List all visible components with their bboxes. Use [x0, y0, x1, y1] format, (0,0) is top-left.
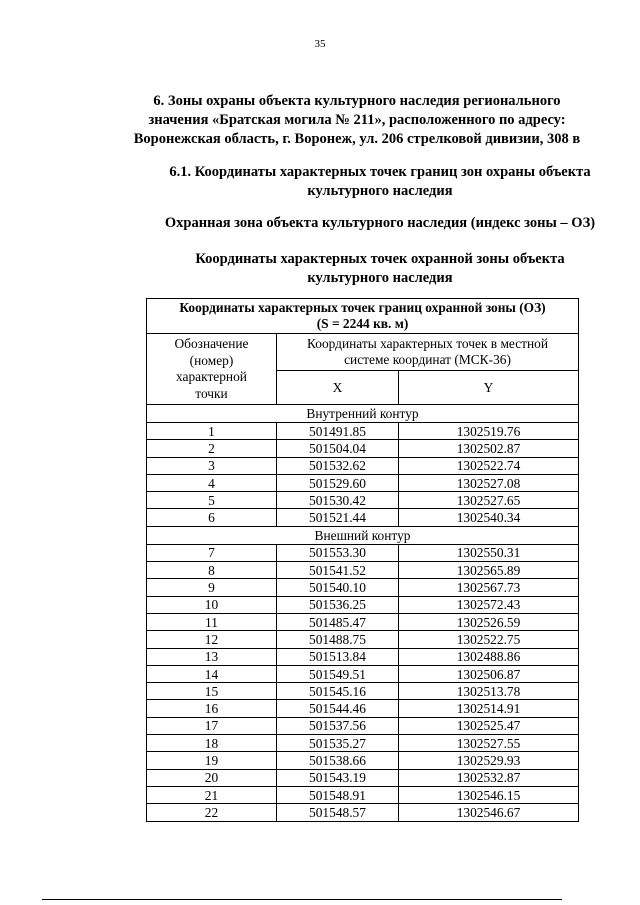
x-coordinate-cell: 501544.46	[277, 700, 399, 717]
table-row	[147, 474, 579, 491]
table-row	[147, 423, 579, 440]
table-area: (S = 2244 кв. м)	[316, 316, 409, 331]
y-coordinate-cell: 1302567.73	[399, 579, 579, 596]
table-row	[147, 457, 579, 474]
table-row	[147, 648, 579, 665]
contour-label: Внешний контур	[147, 526, 579, 544]
point-number-cell: 5	[147, 492, 277, 509]
y-coordinate-cell: 1302527.65	[399, 492, 579, 509]
y-column-header: Y	[399, 371, 579, 405]
y-coordinate-cell: 1302527.08	[399, 474, 579, 491]
table-caption-line: Координаты характерных точек охранной зоны объекта	[195, 251, 565, 267]
x-column-header: X	[277, 371, 399, 405]
x-coordinate-cell: 501529.60	[277, 474, 399, 491]
y-coordinate-cell: 1302572.43	[399, 596, 579, 613]
subsection-heading	[140, 163, 620, 201]
section-heading-line: Воронежская область, г. Воронеж, ул. 206 стрелковой дивизии, 308 в	[133, 131, 581, 147]
x-coordinate-cell: 501548.57	[277, 804, 399, 821]
table-title-line: Координаты характерных точек границ охранной зоны (ОЗ)	[179, 300, 546, 315]
point-number-cell: 11	[147, 613, 277, 630]
x-coordinate-cell: 501530.42	[277, 492, 399, 509]
x-coordinate-cell: 501485.47	[277, 613, 399, 630]
point-number-cell: 2	[147, 440, 277, 457]
table-row	[147, 596, 579, 613]
contour-label: Внутренний контур	[147, 405, 579, 423]
x-coordinate-cell: 501549.51	[277, 665, 399, 682]
y-coordinate-cell: 1302513.78	[399, 683, 579, 700]
x-coordinate-cell: 501537.56	[277, 717, 399, 734]
point-column-header	[147, 334, 277, 405]
y-coordinate-cell: 1302506.87	[399, 665, 579, 682]
table-row	[147, 786, 579, 803]
y-coordinate-cell: 1302519.76	[399, 423, 579, 440]
x-coordinate-cell: 501541.52	[277, 562, 399, 579]
header-line: (номер)	[189, 352, 234, 368]
table-row	[147, 717, 579, 734]
y-coordinate-cell: 1302565.89	[399, 562, 579, 579]
x-coordinate-cell: 501545.16	[277, 683, 399, 700]
x-coordinate-cell: 501513.84	[277, 648, 399, 665]
point-number-cell: 20	[147, 769, 277, 786]
point-number-cell: 21	[147, 786, 277, 803]
table-row	[147, 769, 579, 786]
y-coordinate-cell: 1302527.55	[399, 735, 579, 752]
table-row	[147, 509, 579, 526]
table-row	[147, 613, 579, 630]
x-coordinate-cell: 501535.27	[277, 735, 399, 752]
table-caption-line: культурного наследия	[307, 270, 453, 286]
y-coordinate-cell: 1302522.74	[399, 457, 579, 474]
point-number-cell: 9	[147, 579, 277, 596]
y-coordinate-cell: 1302546.67	[399, 804, 579, 821]
point-number-cell: 13	[147, 648, 277, 665]
point-number-cell: 6	[147, 509, 277, 526]
table-row	[147, 735, 579, 752]
y-coordinate-cell: 1302529.93	[399, 752, 579, 769]
y-coordinate-cell: 1302514.91	[399, 700, 579, 717]
x-coordinate-cell: 501548.91	[277, 786, 399, 803]
x-coordinate-cell: 501532.62	[277, 457, 399, 474]
table-row	[147, 579, 579, 596]
page-number: 35	[314, 38, 326, 50]
y-coordinate-cell: 1302502.87	[399, 440, 579, 457]
header-line: системе координат (МСК-36)	[344, 352, 511, 367]
table-caption	[150, 250, 610, 288]
coordinates-table	[146, 298, 579, 822]
x-coordinate-cell: 501521.44	[277, 509, 399, 526]
section-heading-line: значения «Братская могила № 211», расположенного по адресу:	[148, 112, 566, 128]
point-number-cell: 4	[147, 474, 277, 491]
x-coordinate-cell: 501540.10	[277, 579, 399, 596]
table-row	[147, 631, 579, 648]
zone-heading: Охранная зона объекта культурного наследия (индекс зоны – ОЗ)	[164, 215, 596, 231]
y-coordinate-cell: 1302546.15	[399, 786, 579, 803]
x-coordinate-cell: 501536.25	[277, 596, 399, 613]
coords-column-header	[277, 334, 579, 371]
header-line: характерной	[176, 369, 247, 384]
page-bottom-rule	[42, 899, 562, 900]
table-row	[147, 440, 579, 457]
point-number-cell: 10	[147, 596, 277, 613]
table-row	[147, 683, 579, 700]
table-row	[147, 804, 579, 821]
point-number-cell: 7	[147, 544, 277, 561]
y-coordinate-cell: 1302532.87	[399, 769, 579, 786]
header-line: Обозначение	[174, 336, 249, 351]
header-line: Координаты характерных точек в местной	[306, 335, 549, 351]
x-coordinate-cell: 501538.66	[277, 752, 399, 769]
point-number-cell: 12	[147, 631, 277, 648]
point-number-cell: 14	[147, 665, 277, 682]
x-coordinate-cell: 501543.19	[277, 769, 399, 786]
table-row	[147, 544, 579, 561]
point-number-cell: 15	[147, 683, 277, 700]
y-coordinate-cell: 1302550.31	[399, 544, 579, 561]
header-line: точки	[195, 385, 228, 401]
table-row	[147, 700, 579, 717]
x-coordinate-cell: 501504.04	[277, 440, 399, 457]
point-number-cell: 17	[147, 717, 277, 734]
section-heading-line: 6. Зоны охраны объекта культурного наследия регионального	[153, 93, 561, 109]
point-number-cell: 8	[147, 562, 277, 579]
table-row	[147, 665, 579, 682]
point-number-cell: 22	[147, 804, 277, 821]
point-number-cell: 16	[147, 700, 277, 717]
table-row	[147, 562, 579, 579]
table-row	[147, 492, 579, 509]
y-coordinate-cell: 1302522.75	[399, 631, 579, 648]
y-coordinate-cell: 1302526.59	[399, 613, 579, 630]
x-coordinate-cell: 501488.75	[277, 631, 399, 648]
point-number-cell: 19	[147, 752, 277, 769]
point-number-cell: 1	[147, 423, 277, 440]
point-number-cell: 18	[147, 735, 277, 752]
section-heading	[92, 92, 622, 149]
y-coordinate-cell: 1302540.34	[399, 509, 579, 526]
x-coordinate-cell: 501491.85	[277, 423, 399, 440]
subsection-heading-line: 6.1. Координаты характерных точек границ зон охраны объекта	[169, 164, 591, 180]
subsection-heading-line: культурного наследия	[307, 183, 453, 199]
point-number-cell: 3	[147, 457, 277, 474]
table-title	[147, 299, 579, 334]
table-row	[147, 752, 579, 769]
x-coordinate-cell: 501553.30	[277, 544, 399, 561]
y-coordinate-cell: 1302488.86	[399, 648, 579, 665]
y-coordinate-cell: 1302525.47	[399, 717, 579, 734]
